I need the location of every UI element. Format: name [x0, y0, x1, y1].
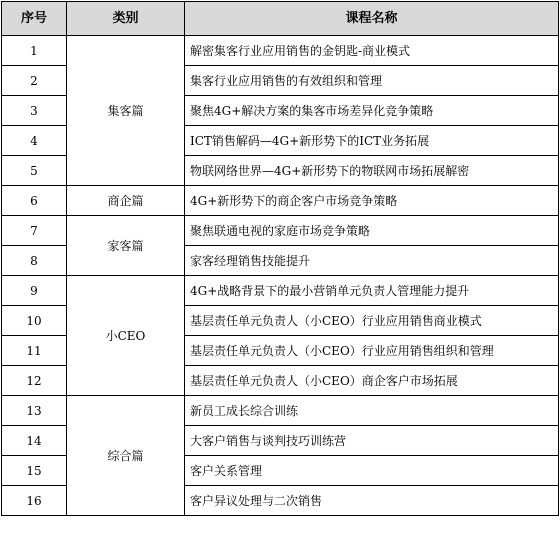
- course-name: ICT销售解码—4G+新形势下的ICT业务拓展: [185, 126, 559, 156]
- row-num: 13: [2, 396, 67, 426]
- course-table: [1, 1, 559, 516]
- row-num: 5: [2, 156, 67, 186]
- category-cell: 小CEO: [67, 276, 185, 396]
- category-cell: 家客篇: [67, 216, 185, 276]
- course-name: 4G+战略背景下的最小营销单元负责人管理能力提升: [185, 276, 559, 306]
- row-num: 4: [2, 126, 67, 156]
- table-row: [2, 396, 559, 426]
- row-num: 8: [2, 246, 67, 276]
- row-num: 1: [2, 36, 67, 66]
- header-course-name: 课程名称: [185, 2, 559, 36]
- course-name: 聚焦4G+解决方案的集客市场差异化竞争策略: [185, 96, 559, 126]
- row-num: 12: [2, 366, 67, 396]
- row-num: 2: [2, 66, 67, 96]
- row-num: 14: [2, 426, 67, 456]
- row-num: 10: [2, 306, 67, 336]
- course-name: 基层责任单元负责人（小CEO）行业应用销售组织和管理: [185, 336, 559, 366]
- course-name: 客户异议处理与二次销售: [185, 486, 559, 516]
- course-name: 集客行业应用销售的有效组织和管理: [185, 66, 559, 96]
- table-row: [2, 276, 559, 306]
- table-row: [2, 216, 559, 246]
- row-num: 16: [2, 486, 67, 516]
- course-name: 客户关系管理: [185, 456, 559, 486]
- row-num: 9: [2, 276, 67, 306]
- table-row: [2, 36, 559, 66]
- row-num: 7: [2, 216, 67, 246]
- course-name: 新员工成长综合训练: [185, 396, 559, 426]
- category-cell: 商企篇: [67, 186, 185, 216]
- header-num: 序号: [2, 2, 67, 36]
- course-name: 家客经理销售技能提升: [185, 246, 559, 276]
- row-num: 3: [2, 96, 67, 126]
- course-name: 基层责任单元负责人（小CEO）行业应用销售商业模式: [185, 306, 559, 336]
- course-name: 物联网络世界—4G+新形势下的物联网市场拓展解密: [185, 156, 559, 186]
- course-name: 大客户销售与谈判技巧训练营: [185, 426, 559, 456]
- row-num: 6: [2, 186, 67, 216]
- course-name: 解密集客行业应用销售的金钥匙-商业模式: [185, 36, 559, 66]
- header-category: 类别: [67, 2, 185, 36]
- header-row: [2, 2, 559, 36]
- table-row: [2, 186, 559, 216]
- category-cell: 集客篇: [67, 36, 185, 186]
- course-name: 基层责任单元负责人（小CEO）商企客户市场拓展: [185, 366, 559, 396]
- category-cell: 综合篇: [67, 396, 185, 516]
- row-num: 11: [2, 336, 67, 366]
- row-num: 15: [2, 456, 67, 486]
- course-name: 聚焦联通电视的家庭市场竞争策略: [185, 216, 559, 246]
- course-name: 4G+新形势下的商企客户市场竞争策略: [185, 186, 559, 216]
